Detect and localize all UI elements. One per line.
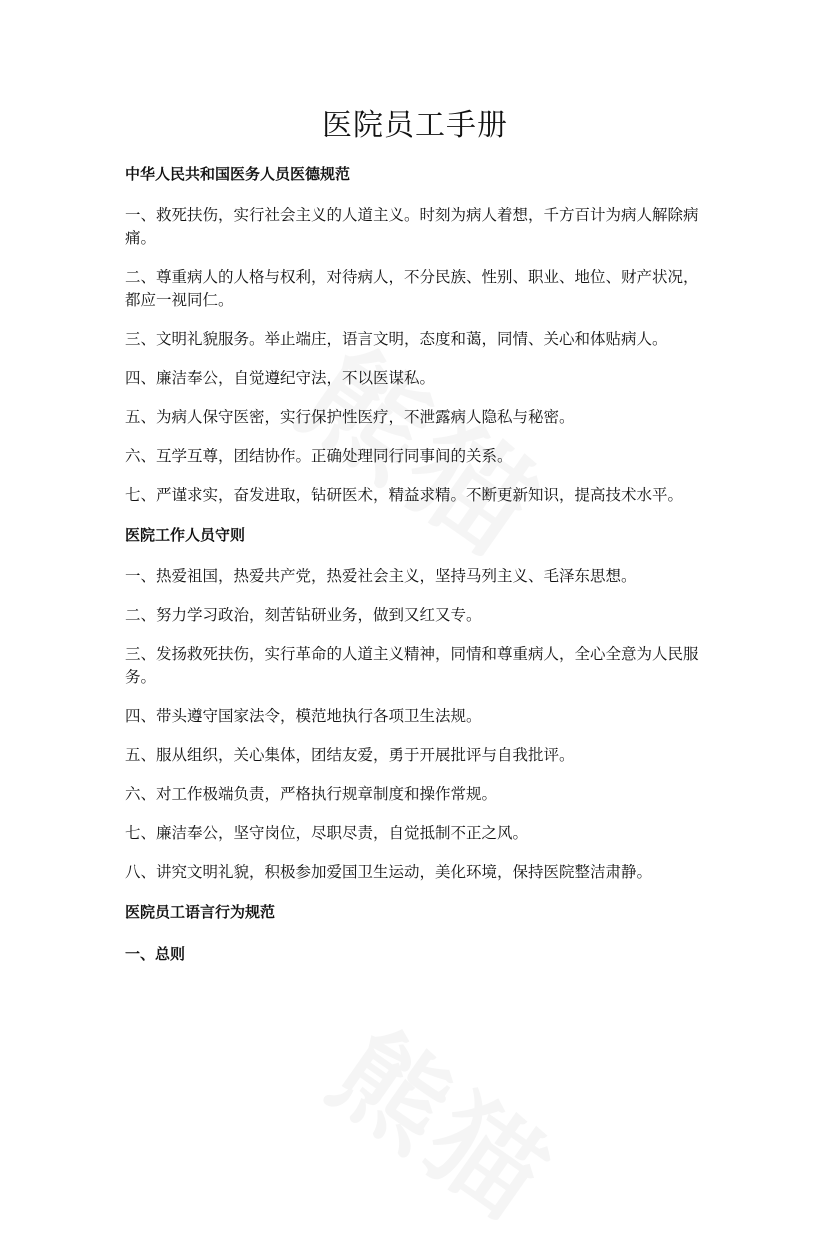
list-item: 二、努力学习政治，刻苦钻研业务，做到又红又专。 [125,606,482,624]
list-item: 五、服从组织，关心集体，团结友爱，勇于开展批评与自我批评。 [125,746,575,764]
list-item: 七、严谨求实，奋发进取，钻研医术，精益求精。不断更新知识，提高技术水平。 [125,486,684,504]
list-item: 六、对工作极端负责，严格执行规章制度和操作常规。 [125,785,498,803]
list-item: 二、尊重病人的人格与权利，对待病人，不分民族、性别、职业、地位、财产状况，都应一视同仁。 [125,268,699,309]
list-item: 五、为病人保守医密，实行保护性医疗，不泄露病人隐私与秘密。 [125,408,575,426]
watermark [306,988,587,1250]
list-item: 七、廉洁奉公，坚守岗位，尽职尽责，自觉抵制不正之风。 [125,824,529,842]
section-heading: 医院工作人员守则 [125,526,246,544]
page-title: 医院员工手册 [322,108,508,143]
section-heading: 中华人民共和国医务人员医德规范 [125,165,351,183]
list-item: 一、救死扶伤，实行社会主义的人道主义。时刻为病人着想，千方百计为病人解除病痛。 [125,206,699,247]
subsection-heading: 一、总则 [125,945,186,963]
list-item: 三、发扬救死扶伤，实行革命的人道主义精神，同情和尊重病人，全心全意为人民服务。 [125,645,699,686]
list-item: 六、互学互尊，团结协作。正确处理同行同事间的关系。 [125,447,513,465]
list-item: 四、带头遵守国家法令，模范地执行各项卫生法规。 [125,707,482,725]
list-item: 四、廉洁奉公，自觉遵纪守法，不以医谋私。 [125,369,436,387]
document-body [125,162,707,966]
list-item: 一、热爱祖国，热爱共产党，热爱社会主义，坚持马列主义、毛泽东思想。 [125,567,637,585]
list-item: 八、讲究文明礼貌，积极参加爱国卫生运动，美化环境，保持医院整洁肃静。 [125,863,653,881]
section-heading: 医院员工语言行为规范 [125,903,276,921]
list-item: 三、文明礼貌服务。举止端庄，语言文明，态度和蔼，同情、关心和体贴病人。 [125,330,668,348]
